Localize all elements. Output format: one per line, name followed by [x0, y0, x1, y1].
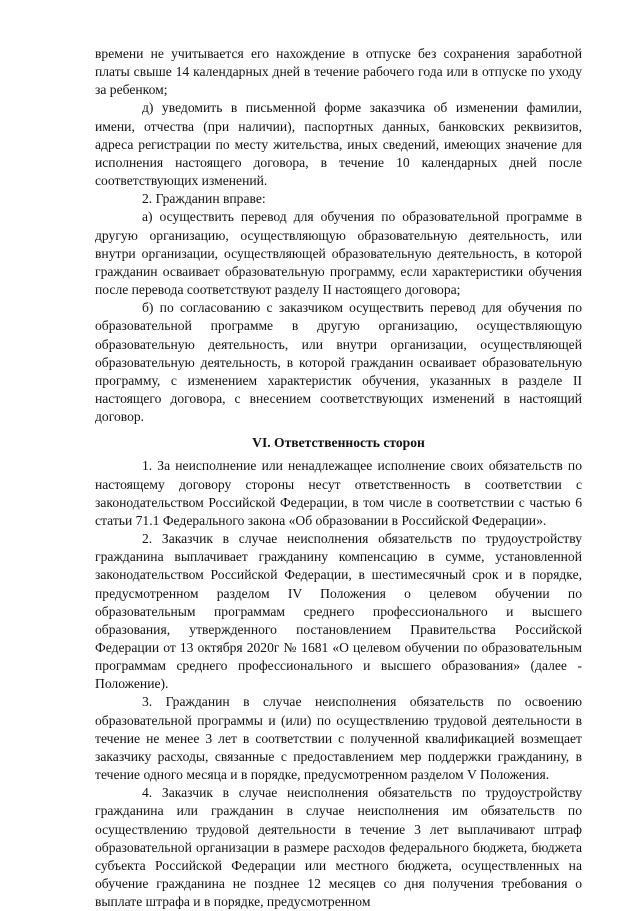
paragraph-item-b: б) по согласованию с заказчиком осуществить перевод для обучения по образовательной программе в другую организацию, осуществляющую образовательную деятельность, или внутри организации, осуществляющей образовательную деятельность, в которой гражданин осваивает образовательную программу, с изменением характеристик обучения, указанных в разделе II настоящего договора, с внесением соответствующих изменений в настоящий договор. — [95, 300, 582, 425]
section-heading: VI. Ответственность сторон — [252, 435, 425, 451]
paragraph-responsibility-2: 2. Заказчик в случае неисполнения обязательств по трудоустройству гражданина выплачивает гражданину компенсацию в сумме, установленной законодательством Российской Федерации, в шестимесячный срок и в порядке, предусмотренном разделом IV Положения о целевом обучении по образовательным программам среднего профессионального и высшего образования, утвержденного постановлением Правительства Российской Федерации от 13 октября 2020г № 1681 «О целевом обучении по образовательным программам среднего профессионального и высшего образования» (далее - Положение). — [95, 531, 582, 692]
paragraph-responsibility-1: 1. За неисполнение или ненадлежащее исполнение своих обязательств по настоящему договору стороны несут ответственность в соответствии с законодательством Российской Федерации, в том числе в соответствии с частью 6 статьи 71.1 Федерального закона «Об образовании в Российской Федерации». — [95, 458, 582, 528]
paragraph-citizen-rights: 2. Гражданин вправе: — [142, 191, 266, 207]
paragraph-item-d: д) уведомить в письменной форме заказчика об изменении фамилии, имени, отчества (при наличии), паспортных данных, банковских реквизитов, адреса регистрации по месту жительства, иных сведений, имеющих значение для исполнения настоящего договора, в течение 10 календарных дней после соответствующих изменений. — [95, 100, 582, 189]
paragraph-responsibility-3: 3. Гражданин в случае неисполнения обязательств по освоению образовательной программы и (или) по осуществлению трудовой деятельности в течение не менее 3 лет в соответствии с полученной квалификацией возмещает заказчику расходы, связанные с предоставлением мер поддержки гражданину, в течение одного месяца и в порядке, предусмотренном разделом V Положения. — [95, 694, 582, 783]
paragraph-continuation: времени не учитывается его нахождение в отпуске без сохранения заработной платы свыше 14 календарных дней в течение рабочего года или в отпуске по уходу за ребенком; — [95, 46, 582, 98]
document-body — [95, 45, 582, 911]
paragraph-item-a: а) осуществить перевод для обучения по образовательной программе в другую организацию, осуществляющую образовательную деятельность, или внутри организации, осуществляющей образовательную деятельность, в которой гражданин осваивает образовательную программу, если характеристики обучения после перевода соответствуют разделу II настоящего договора; — [95, 209, 582, 298]
paragraph-responsibility-4: 4. Заказчик в случае неисполнения обязательств по трудоустройству гражданина или гражданин в случае неисполнения им обязательств по осуществлению трудовой деятельности в течение 3 лет выплачивают штраф образовательной организации в размере расходов федерального бюджета, бюджета субъекта Российской Федерации или местного бюджета, осуществленных на обучение гражданина не позднее 12 месяцев со дня получения требования о выплате штрафа и в порядке, предусмотренном — [95, 785, 582, 910]
